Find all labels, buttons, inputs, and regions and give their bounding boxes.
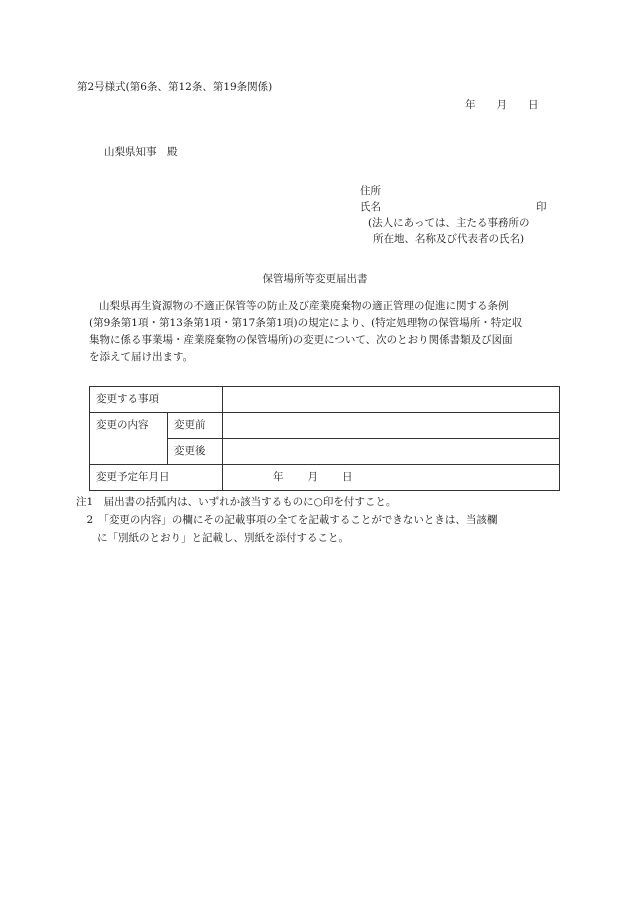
form-number: 第2号様式(第6条、第12条、第19条関係)	[77, 81, 273, 93]
table-row	[90, 413, 560, 439]
row-label-scheduled-date: 変更予定年月日	[90, 465, 223, 491]
submission-date	[465, 100, 539, 111]
body-paragraph	[89, 298, 560, 366]
row-label-change-item: 変更する事項	[90, 387, 223, 413]
table-date-day: 日	[342, 471, 353, 484]
addressee: 山梨県知事 殿	[104, 146, 178, 158]
date-month-label: 月	[496, 99, 507, 111]
body-line-2: (第9条第1項・第13条第1項・第17条第1項)の規定により、(特定処理物の保管場所・特定収	[89, 317, 523, 329]
row-label-change-content: 変更の内容	[90, 413, 168, 465]
date-day-label: 日	[528, 99, 539, 111]
table-date-month: 月	[307, 471, 318, 484]
document-title: 保管場所等変更届出書	[262, 273, 368, 285]
table-row	[90, 465, 560, 491]
name-label: 氏名	[360, 201, 381, 213]
note-1: 注1 届出書の括弧内は、いずれか該当するものに○印を付すこと。	[76, 496, 397, 508]
sub-label-before: 変更前	[168, 413, 223, 439]
corporate-note-line2: 所在地、名称及び代表者の氏名)	[373, 233, 525, 245]
note-2-line2: に「別紙のとおり」と記載し、別紙を添付すること。	[76, 532, 349, 544]
seal-mark: 印	[536, 201, 547, 213]
date-year-label: 年	[465, 99, 476, 111]
table-date-year: 年	[273, 471, 284, 484]
corporate-note-line1: (法人にあっては、主たる事務所の	[368, 217, 530, 229]
table-row	[90, 387, 560, 413]
change-item-field[interactable]	[223, 387, 560, 413]
after-change-field[interactable]	[223, 439, 560, 465]
notes	[76, 493, 566, 547]
sub-label-after: 変更後	[168, 439, 223, 465]
body-line-4: を添えて届け出ます。	[89, 351, 194, 363]
note-2-line1: 2 「変更の内容」の欄にその記載事項の全てを記載することができないときは、当該欄	[76, 514, 498, 526]
address-label: 住所	[360, 185, 381, 197]
before-change-field[interactable]	[223, 413, 560, 439]
body-line-3: 集物に係る事業場・産業廃棄物の保管場所)の変更について、次のとおり関係書類及び図面	[89, 334, 513, 346]
body-line-1: 山梨県再生資源物の不適正保管等の防止及び産業廃棄物の適正管理の促進に関する条例	[99, 300, 509, 312]
scheduled-date-field[interactable]	[223, 465, 560, 491]
change-details-table	[89, 386, 560, 491]
